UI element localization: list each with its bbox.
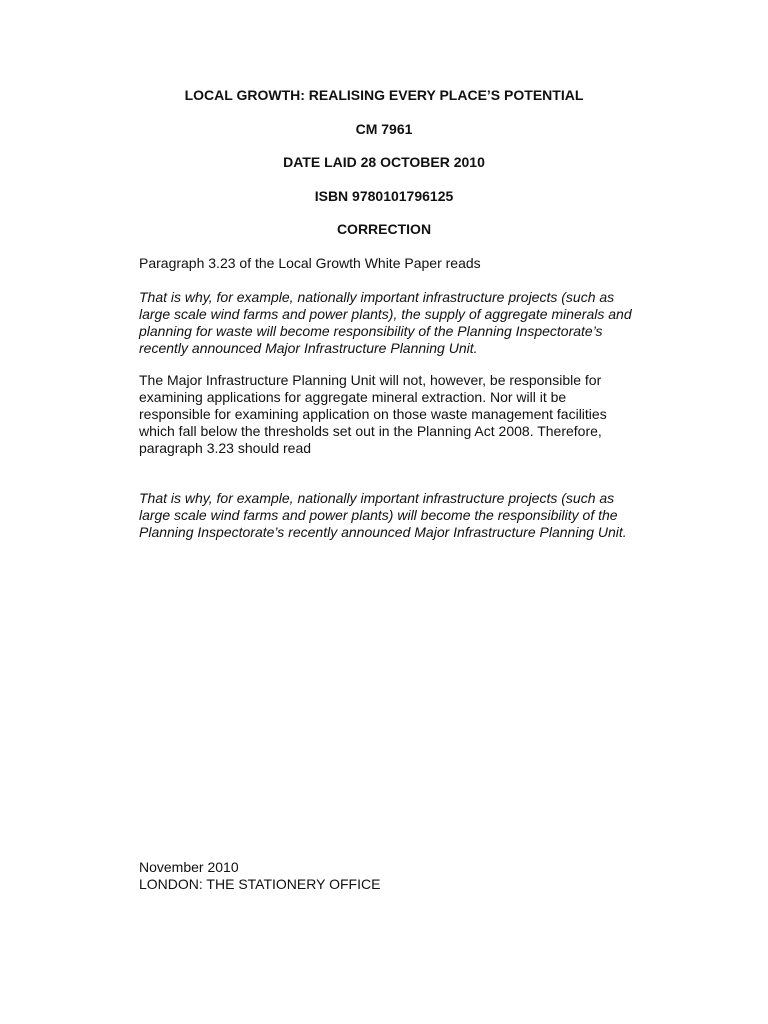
footer-date: November 2010 bbox=[139, 859, 239, 875]
isbn: ISBN 9780101796125 bbox=[314, 188, 454, 204]
section-label: CORRECTION bbox=[336, 221, 432, 237]
intro-paragraph: Paragraph 3.23 of the Local Growth White Paper reads bbox=[139, 255, 481, 271]
original-text-paragraph: That is why, for example, nationally important infrastructure projects (such as large scale wind farms and power plants), the supply of aggregate minerals and planning for waste will become responsibility of the Planning Inspectorate’s recently announced Major Infrastructure Planning Unit. bbox=[139, 289, 632, 356]
explanation-paragraph: The Major Infrastructure Planning Unit will not, however, be responsible for examining applications for aggregate mineral extraction. Nor will it be responsible for examining application on those waste management facilities which fall below the thresholds set out in the Planning Act 2008. Therefore, paragraph 3.23 should read bbox=[139, 372, 607, 456]
date-laid: DATE LAID 28 OCTOBER 2010 bbox=[283, 154, 485, 170]
command-number: CM 7961 bbox=[355, 121, 413, 137]
corrected-text-paragraph: That is why, for example, nationally important infrastructure projects (such as large scale wind farms and power plants) will become the responsibility of the Planning Inspectorate’s recently announced Major Infrastructure Planning Unit. bbox=[139, 490, 627, 540]
document-title: LOCAL GROWTH: REALISING EVERY PLACE’S POTENTIAL bbox=[184, 87, 584, 103]
footer-publisher: LONDON: THE STATIONERY OFFICE bbox=[139, 876, 381, 892]
